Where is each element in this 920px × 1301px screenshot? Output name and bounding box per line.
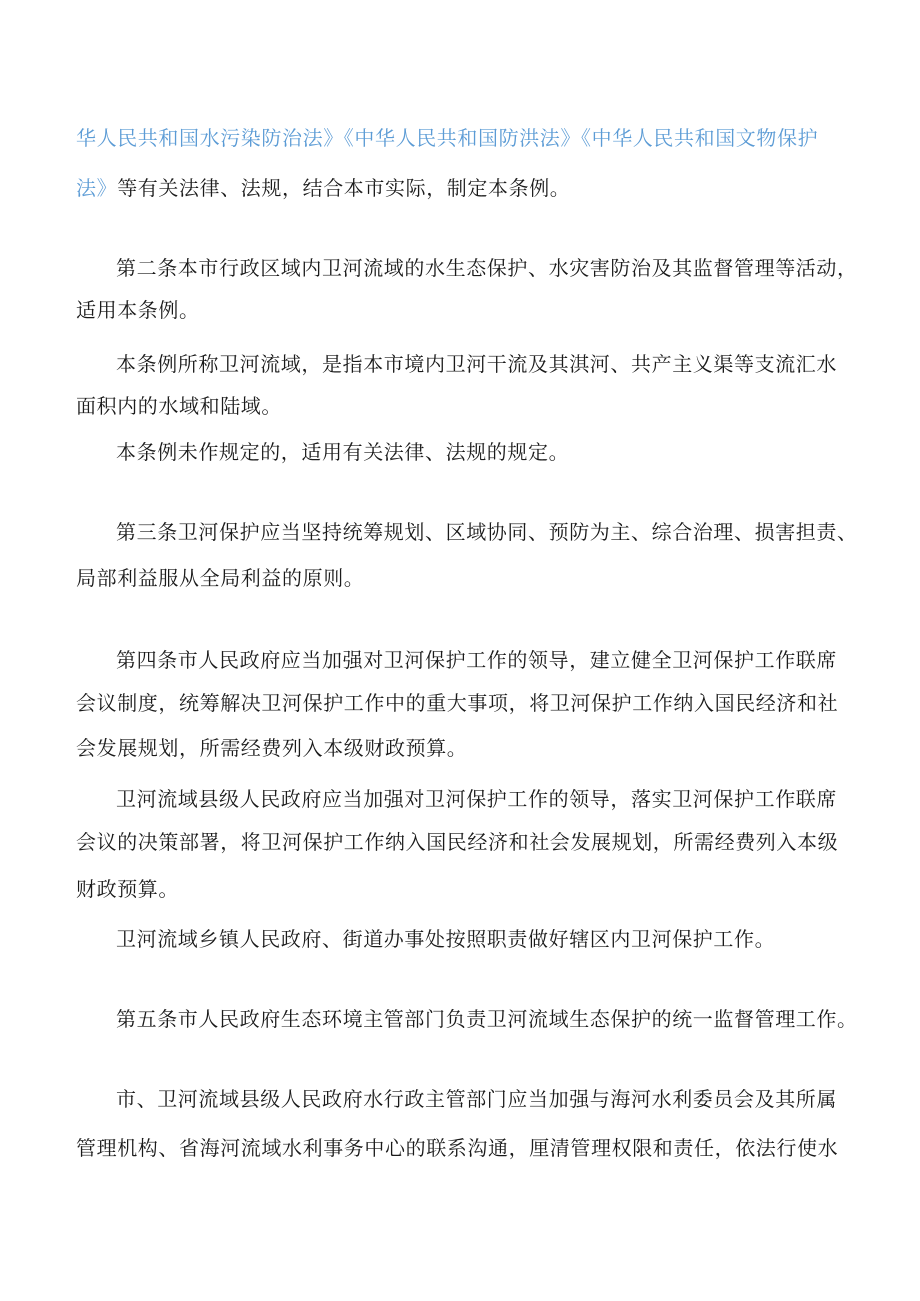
article-4-paragraph-line: 卫河流域乡镇人民政府、街道办事处按照职责做好辖区内卫河保护工作。: [116, 927, 776, 951]
article-2-paragraph-line: 面积内的水域和陆域。: [76, 394, 282, 418]
article-4-paragraph-line: 财政预算。: [76, 877, 179, 901]
article-4-line: 会议制度，统筹解决卫河保护工作中的重大事项，将卫河保护工作纳入国民经济和社: [76, 691, 839, 715]
article-4-paragraph-line: 会议的决策部署，将卫河保护工作纳入国民经济和社会发展规划，所需经费列入本级: [76, 830, 839, 854]
article-5-line: 第五条市人民政府生态环境主管部门负责卫河流域生态保护的统一监督管理工作。: [116, 1007, 858, 1031]
article-5-paragraph-line: 管理机构、省海河流域水利事务中心的联系沟通，厘清管理权限和责任，依法行使水: [76, 1136, 839, 1160]
article-4-line: 会发展规划，所需经费列入本级财政预算。: [76, 736, 468, 760]
paragraph-line: [76, 175, 570, 201]
article-3-line: 局部利益服从全局利益的原则。: [76, 566, 365, 590]
article-5-paragraph-line: 市、卫河流域县级人民政府水行政主管部门应当加强与海河水利委员会及其所属: [116, 1087, 837, 1111]
article-2-paragraph-line: 本条例未作规定的，适用有关法律、法规的规定。: [116, 440, 570, 464]
law-citation-link[interactable]: 法》: [76, 176, 118, 200]
paragraph-text: 等有关法律、法规，结合本市实际，制定本条例。: [117, 176, 571, 200]
article-4-line: 第四条市人民政府应当加强对卫河保护工作的领导，建立健全卫河保护工作联席: [116, 648, 837, 672]
article-2-line: 适用本条例。: [76, 298, 200, 322]
article-4-paragraph-line: 卫河流域县级人民政府应当加强对卫河保护工作的领导，落实卫河保护工作联席: [116, 787, 837, 811]
article-2-paragraph-line: 本条例所称卫河流域，是指本市境内卫河干流及其淇河、共产主义渠等支流汇水: [116, 352, 837, 376]
law-citation-line[interactable]: 华人民共和国水污染防治法》《中华人民共和国防洪法》《中华人民共和国文物保护: [76, 126, 819, 150]
article-2-line: 第二条本市行政区域内卫河流域的水生态保护、水灾害防治及其监督管理等活动，: [116, 256, 858, 280]
article-3-line: 第三条卫河保护应当坚持统筹规划、区域协同、预防为主、综合治理、损害担责、: [116, 520, 858, 544]
